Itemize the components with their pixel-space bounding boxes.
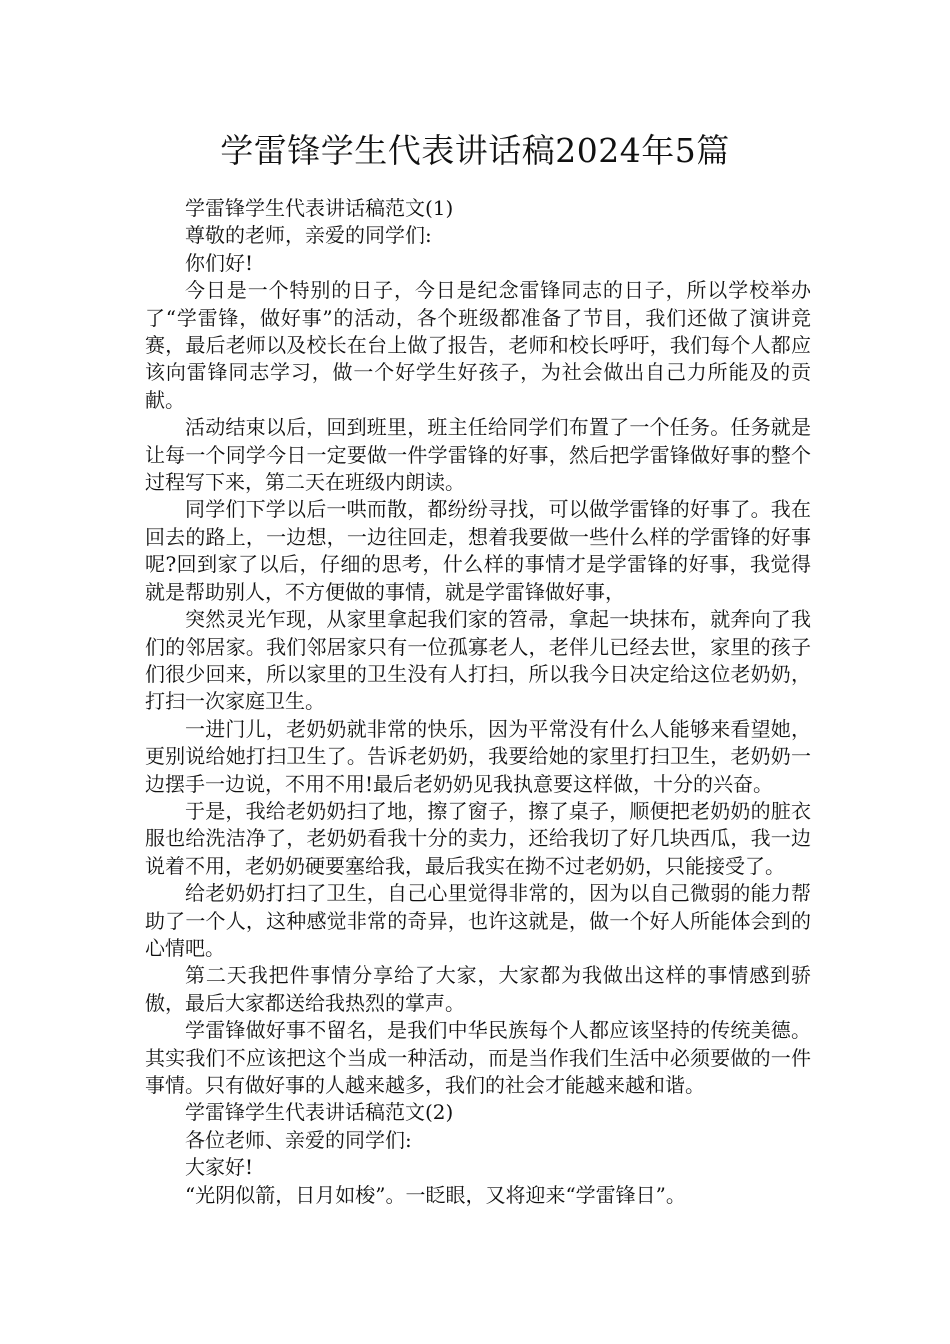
salutation-1: 尊敬的老师，亲爱的同学们: (185, 223, 432, 248)
body-paragraph: 一进门儿，老奶奶就非常的快乐，因为平常没有什么人能够来看望她，更别说给她打扫卫生了。告诉老奶奶，我要给她的家里打扫卫生，老奶奶一边摆手一边说，不用不用!最后老奶奶见我执意要这样做，十分的兴奋。 (145, 716, 811, 796)
section-heading-2: 学雷锋学生代表讲话稿范文(2) (185, 1100, 454, 1125)
body-paragraph: 于是，我给老奶奶扫了地，擦了窗子，擦了桌子，顺便把老奶奶的脏衣服也给洗洁净了，老奶奶看我十分的卖力，还给我切了好几块西瓜，我一边说着不用，老奶奶硬要塞给我，最后我实在拗不过老奶奶，只能接受了。 (145, 798, 811, 878)
greeting-2: 大家好! (185, 1155, 254, 1180)
body-paragraph: 活动结束以后，回到班里，班主任给同学们布置了一个任务。任务就是让每一个同学今日一定要做一件学雷锋的好事，然后把学雷锋做好事的整个过程写下来，第二天在班级内朗读。 (145, 415, 811, 495)
body-paragraph: 突然灵光乍现，从家里拿起我们家的笤帚，拿起一块抹布，就奔向了我们的邻居家。我们邻居家只有一位孤寡老人，老伴儿已经去世，家里的孩子们很少回来，所以家里的卫生没有人打扫，所以我今日决定给这位老奶奶，打扫一次家庭卫生。 (145, 607, 811, 714)
body-paragraph: 今日是一个特别的日子，今日是纪念雷锋同志的日子，所以学校举办了“学雷锋，做好事”的活动，各个班级都准备了节目，我们还做了演讲竞赛，最后老师以及校长在台上做了报告，老师和校长呼吁，我们每个人都应该向雷锋同志学习，做一个好学生好孩子，为社会做出自己力所能及的贡献。 (145, 278, 811, 412)
salutation-2: 各位老师、亲爱的同学们: (185, 1127, 412, 1152)
body-paragraph: 给老奶奶打扫了卫生，自己心里觉得非常的，因为以自己微弱的能力帮助了一个人，这种感觉非常的奇异，也许这就是，做一个好人所能体会到的心情吧。 (145, 881, 811, 960)
greeting-1: 你们好! (185, 250, 254, 275)
document-title: 学雷锋学生代表讲话稿2024年5篇 (220, 131, 730, 170)
section-heading-1: 学雷锋学生代表讲话稿范文(1) (185, 196, 454, 220)
body-paragraph: 同学们下学以后一哄而散，都纷纷寻找，可以做学雷锋的好事了。我在回去的路上，一边想，一边往回走，想着我要做一些什么样的学雷锋的好事呢?回到家了以后，仔细的思考，什么样的事情才是学雷锋的好事，我觉得就是帮助别人，不方便做的事情，就是学雷锋做好事， (145, 497, 811, 604)
document-body (145, 195, 811, 1209)
body-paragraph: “光阴似箭，日月如梭”。一眨眼，又将迎来“学雷锋日”。 (185, 1182, 686, 1207)
body-paragraph: 第二天我把件事情分享给了大家，大家都为我做出这样的事情感到骄傲，最后大家都送给我热烈的掌声。 (145, 963, 811, 1015)
body-paragraph: 学雷锋做好事不留名，是我们中华民族每个人都应该坚持的传统美德。其实我们不应该把这个当成一种活动，而是当作我们生活中必须要做的一件事情。只有做好事的人越来越多，我们的社会才能越来越和谐。 (145, 1018, 811, 1097)
